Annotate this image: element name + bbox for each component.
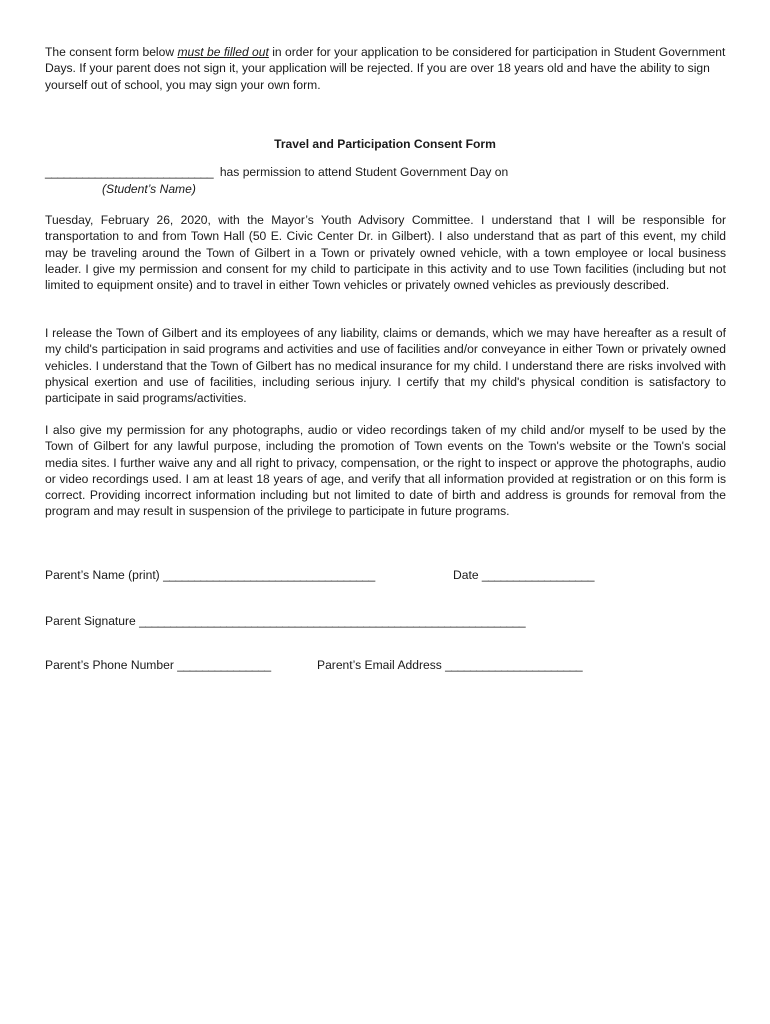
parent-phone-label: Parent’s Phone Number — [45, 658, 178, 672]
parent-email-blank[interactable]: ______________________ — [445, 658, 583, 672]
form-title: Travel and Participation Consent Form — [274, 137, 496, 151]
parent-email-label: Parent’s Email Address — [317, 658, 446, 672]
student-name-caption: (Student’s Name) — [102, 182, 196, 196]
intro-emphasis: must be filled out — [177, 45, 269, 59]
student-name-line — [45, 164, 508, 180]
intro-text-end: in order for your application to be considered for participation in Student Government Days. If your parent does not sign it, your application will be rejected. If you are over 18 years old and have the ability to sign yourself out of school, you may sign your own form. — [45, 45, 726, 92]
parent-signature-field — [45, 613, 525, 629]
liability-paragraph: I release the Town of Gilbert and its employees of any liability, claims or demands, which we may have hereafter as a result of my child's participation in said programs and activities and use of facilities and/or conveyance in either Town or privately owned vehicles. I understand that the Town of Gilbert has no medical insurance for my child. I understand there are risks involved with physical exertion and use of facilities, including serious injury. I certify that my child's physical condition is satisfactory to participate in said programs/activities. — [45, 326, 726, 406]
parent-phone-field — [45, 657, 271, 673]
travel-paragraph: Tuesday, February 26, 2020, with the Mayor’s Youth Advisory Committee. I understand that I will be responsible for transportation to and from Town Hall (50 E. Civic Center Dr. in Gilbert). I also understand that as part of this event, my child may be traveling around the Town of Gilbert in a Town or privately owned vehicle, with a town employee or local business leader. I give my permission and consent for my child to participate in this activity and to use Town facilities (including but not limited to equipment onsite) and to travel in either Town vehicles or privately owned vehicles as previously described. — [45, 213, 726, 293]
student-permission-text: has permission to attend Student Government Day on — [213, 165, 509, 179]
media-release-paragraph: I also give my permission for any photographs, audio or video recordings taken of my child and/or myself to be used by the Town of Gilbert for any lawful purpose, including the promotion of Town events on the Town's website or the Town's social media sites. I further waive any and all right to privacy, compensation, or the right to inspect or approve the photographs, audio or video recordings used. I am at least 18 years of age, and verify that all information provided at registration or on this form is correct. Providing incorrect information including but not limited to date of birth and address is grounds for removal from the program and may result in suspension of the privilege to participate in future programs. — [45, 423, 726, 519]
parent-signature-label: Parent Signature — [45, 614, 140, 628]
date-blank[interactable]: __________________ — [481, 568, 594, 582]
intro-text-start: The consent form below — [45, 45, 178, 59]
parent-name-field — [45, 567, 375, 583]
student-name-blank[interactable]: ___________________________ — [45, 165, 214, 179]
parent-email-field — [317, 657, 582, 673]
parent-name-label: Parent’s Name (print) — [45, 568, 164, 582]
date-field — [453, 567, 594, 583]
parent-signature-blank[interactable]: ______________________________________________________________ — [139, 614, 526, 628]
intro-paragraph — [45, 44, 726, 93]
date-label: Date — [453, 568, 482, 582]
parent-phone-blank[interactable]: _______________ — [177, 658, 271, 672]
parent-name-blank[interactable]: __________________________________ — [163, 568, 375, 582]
